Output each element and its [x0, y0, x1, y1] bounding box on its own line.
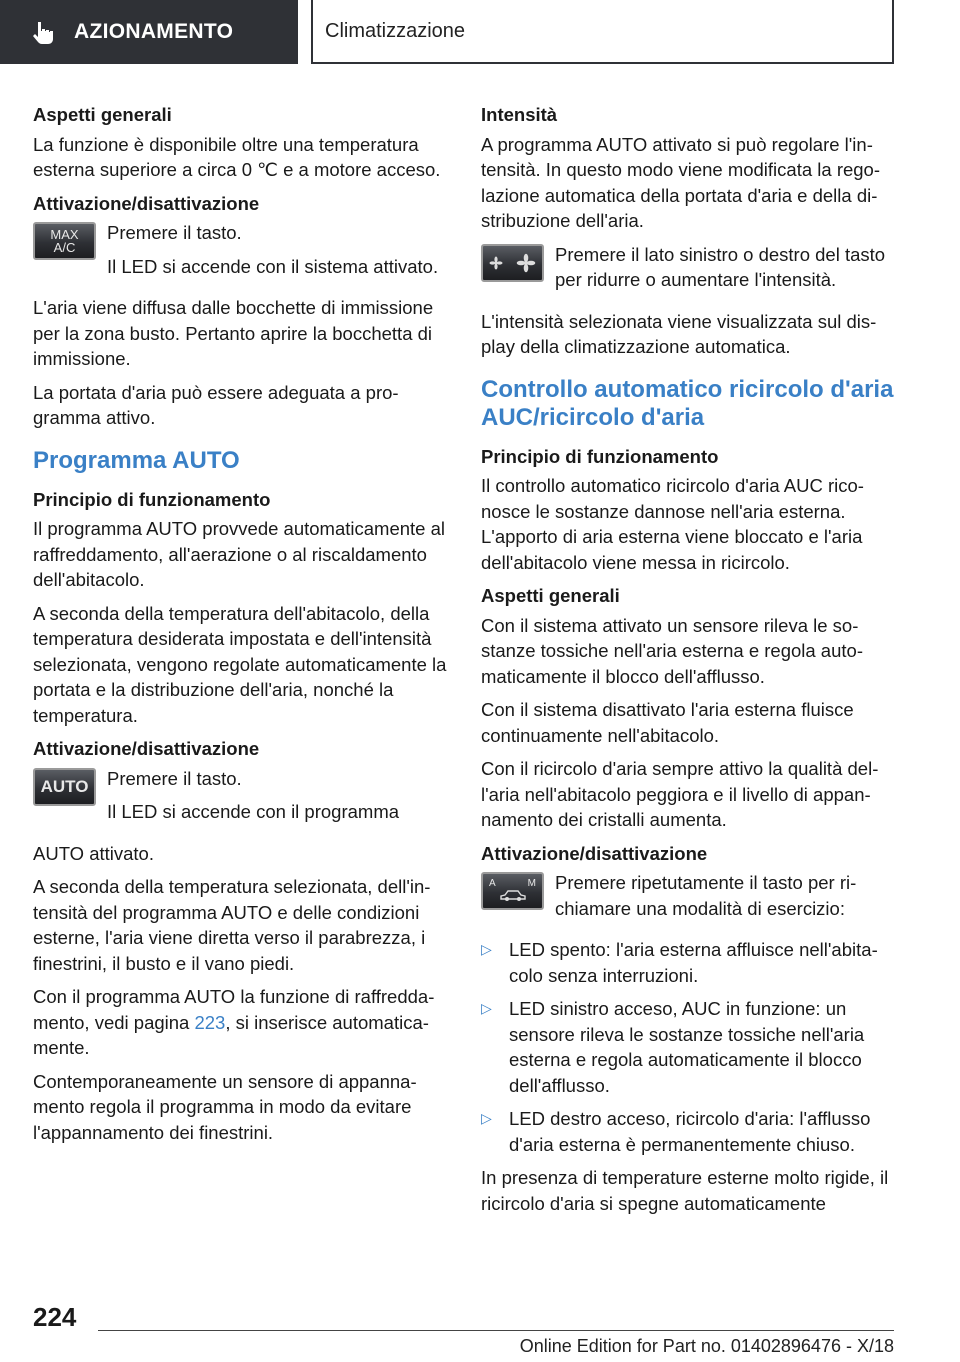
footer-divider	[98, 1330, 894, 1331]
paragraph: Premere il tasto.	[107, 222, 242, 243]
paragraph: Con il programma AUTO la funzione di raffreddamento, vedi pagina 223, si inserisce automaticamente.	[33, 986, 435, 1058]
paragraph: Premere il tasto.	[107, 767, 242, 789]
max-ac-button-icon: MAX A/C	[33, 222, 96, 260]
heading-auc: Controllo automatico ricircolo d'aria AUC/ricircolo d'aria	[481, 375, 894, 431]
paragraph: A seconda della temperatura selezionata, dell'intensità del programma AUTO e delle condizioni esterne, l'aria viene diretta verso il parabrezza, i finestrini, il busto e il vano piedi.	[33, 876, 431, 974]
heading-principio: Principio di funzionamento	[33, 488, 271, 510]
paragraph: A programma AUTO attivato si può regolare l'intensità. In questo modo viene modificata la regolazione automatica della portata d'aria e della distribuzione dell'aria.	[481, 133, 881, 231]
heading-principio: Principio di funzionamento	[481, 445, 719, 467]
page-number: 224	[33, 1302, 77, 1332]
fan-intensity-button-icon	[481, 244, 544, 282]
recirculation-instruction	[481, 870, 897, 929]
maxac-instruction	[33, 220, 449, 287]
paragraph: L'aria viene diffusa dalle bocchette di immissione per la zona busto. Pertanto aprire la bocchetta di immissione.	[33, 297, 434, 369]
paragraph: Con il sistema attivato un sensore rileva le sostanze tossiche nell'aria esterna e regola automaticamente il blocco dell'afflusso.	[481, 614, 863, 687]
fan-large-icon	[516, 253, 536, 273]
paragraph: L'intensità selezionata viene visualizzata sul display della climatizzazione automatica.	[481, 310, 877, 357]
list-item: ▷ LED spento: l'aria esterna affluisce nell'abitacolo senza interruzioni.	[481, 939, 878, 986]
paragraph: In presenza di temperature esterne molto rigide, il ricircolo d'aria si spegne automaticamente	[481, 1167, 889, 1214]
heading-aspetti-generali: Aspetti generali	[33, 104, 172, 125]
page-link[interactable]: 223	[194, 1011, 226, 1033]
chapter-header	[311, 0, 894, 64]
auto-button-icon: AUTO	[33, 768, 96, 806]
paragraph: A seconda della temperatura dell'abitacolo, della temperatura desiderata impostata e dell'intensità selezionata, vengono regolate automaticamente la portata e la distribuzione dell'aria, nonché la temperatura.	[33, 602, 447, 726]
paragraph: Con il sistema disattivato l'aria esterna fluisce continuamente nell'abitacolo.	[481, 699, 854, 746]
paragraph: Il programma AUTO provvede automaticamente al raffreddamento, all'aerazione o al riscaldamento dell'abitacolo.	[33, 518, 445, 590]
section-title: AZIONAMENTO	[74, 20, 234, 43]
car-recirculation-icon	[498, 887, 528, 903]
heading-intensita: Intensità	[481, 104, 558, 125]
right-column	[481, 102, 897, 1224]
heading-attivazione: Attivazione/disattivazione	[481, 842, 708, 864]
paragraph: Premere ripetutamente il tasto per richiamare una modalità di esercizio:	[555, 872, 857, 919]
paragraph: Con il ricircolo d'aria sempre attivo la qualità dell'aria nell'abitacolo peggiora e il livello di appannamento dei cristalli aumenta.	[481, 758, 879, 830]
heading-aspetti-generali: Aspetti generali	[481, 585, 620, 606]
list-item: ▷ LED sinistro acceso, AUC in funzione: un sensore rileva le sostanze tossiche nell'aria esterna e regola automaticamente il blocco dell'afflusso.	[481, 998, 865, 1096]
list-item: ▷ LED destro acceso, ricircolo d'aria: l'afflusso d'aria esterna è permanentemente chiuso.	[481, 1108, 871, 1155]
hand-pointer-icon	[30, 19, 56, 45]
paragraph: Contemporaneamente un sensore di appannamento regola il programma in modo da evitare l'appannamento dei finestrini.	[33, 1070, 417, 1143]
paragraph: AUTO attivato.	[33, 842, 154, 864]
paragraph: Il LED si accende con il sistema attivato.	[107, 255, 439, 277]
heading-attivazione: Attivazione/disattivazione	[33, 192, 260, 214]
auto-instruction	[33, 766, 449, 833]
heading-programma-auto: Programma AUTO	[33, 446, 240, 474]
edition-footer: Online Edition for Part no. 01402896476 - X/18	[519, 1336, 894, 1356]
recirculation-button-icon: A M	[481, 872, 544, 910]
paragraph: La portata d'aria può essere adeguata a programma attivo.	[33, 381, 399, 428]
section-tab	[0, 0, 298, 64]
fan-small-icon	[489, 256, 503, 270]
left-column	[33, 102, 449, 1153]
paragraph: Il controllo automatico ricircolo d'aria AUC riconosce le sostanze dannose nell'aria esterna. L'apporto di aria esterna viene bloccato e l'aria dell'abitacolo viene messa in ricircolo.	[481, 475, 864, 573]
intensity-instruction	[481, 242, 897, 301]
paragraph: La funzione è disponibile oltre una temperatura esterna superiore a circa 0 ℃ e a motore acceso.	[33, 133, 441, 180]
paragraph: Il LED si accende con il programma	[107, 801, 400, 822]
heading-attivazione: Attivazione/disattivazione	[33, 738, 260, 759]
paragraph: Premere il lato sinistro o destro del tasto per ridurre o aumentare l'intensità.	[555, 243, 886, 290]
chapter-title: Climatizzazione	[325, 19, 466, 42]
